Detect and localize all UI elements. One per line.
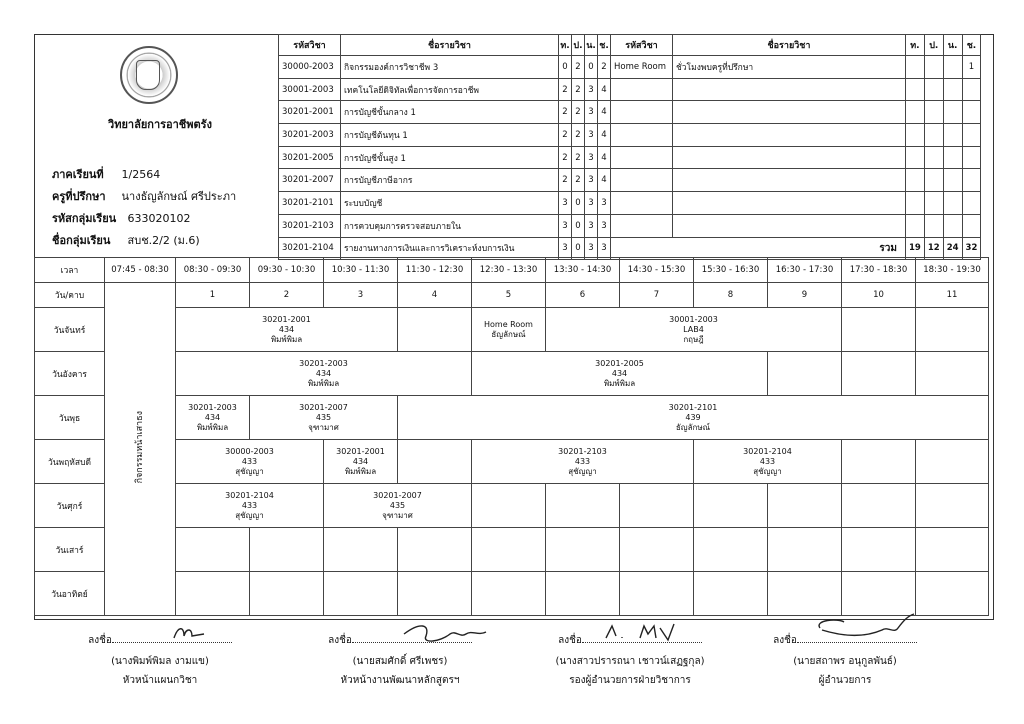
period-row: วัน/คาบ กิจกรรมหน้าเสาธง 1 2 3 4 5 6 7 8 9 10 11 <box>35 283 989 308</box>
day-label: วันอังคาร <box>35 352 105 396</box>
info-group-name: ชื่อกลุ่มเรียน สบช.2/2 (ม.6) <box>52 234 200 247</box>
subject-header-row <box>279 35 981 56</box>
time-label: เวลา <box>35 258 105 283</box>
college-seal-logo <box>120 46 178 104</box>
day-row-wednesday <box>35 396 989 440</box>
class-block: 30201-2007 435 จุฑามาศ <box>324 484 472 528</box>
col-n-header: น. <box>585 35 598 56</box>
info-advisor: ครูที่ปรึกษา นางธัญลักษณ์ ศรีประภา <box>52 190 237 203</box>
subject-row: 30201-2003 การบัญชีต้นทุน 1 2 2 3 4 <box>279 124 981 147</box>
class-block: 30001-2003 LAB4 กฤษฎี <box>546 308 842 352</box>
total-n: 24 <box>943 237 962 260</box>
subject-row: 30201-2007 การบัญชีภาษีอากร 2 2 3 4 <box>279 169 981 192</box>
subject-row: 30201-2103 การควบคุมการตรวจสอบภายใน 3 0 3 3 <box>279 214 981 237</box>
day-label: วันพุธ <box>35 396 105 440</box>
signature-block-dept-head: ลงชื่อ (นางพิมพ์พิมล งามแข) หัวหน้าแผนกวิชา <box>60 630 260 688</box>
total-label: รวม <box>611 237 906 260</box>
schedule-grid <box>34 257 989 616</box>
class-block: Home Room ธัญลักษณ์ <box>472 308 546 352</box>
day-row-monday <box>35 308 989 352</box>
col-p-header: ป. <box>572 35 585 56</box>
col-t-header: ท. <box>559 35 572 56</box>
col-h-header-2: ช. <box>962 35 981 56</box>
signature-block-curriculum-head: ลงชื่อ (นายสมศักดิ์ ศรีเพชร) หัวหน้างานพัฒนาหลักสูตรฯ <box>300 630 500 688</box>
class-block: 30201-2003 434 พิมพ์พิมล <box>176 396 250 440</box>
subject-row: 30000-2003 กิจกรรมองค์การวิชาชีพ 3 0 2 0 2 Home Room ชั่วโมงพบครูที่ปรึกษา 1 <box>279 56 981 79</box>
day-label: วันเสาร์ <box>35 528 105 572</box>
day-row-friday <box>35 484 989 528</box>
total-p: 12 <box>924 237 943 260</box>
day-row-tuesday <box>35 352 989 396</box>
subject-row: 30001-2003 เทคโนโลยีดิจิทัลเพื่อการจัดการอาชีพ 2 2 3 4 <box>279 78 981 101</box>
class-block: 30201-2103 433 สุชัญญา <box>472 440 694 484</box>
handwritten-signature-3 <box>600 620 680 646</box>
day-row-saturday <box>35 528 989 572</box>
col-code-header: รหัสวิชา <box>279 35 341 56</box>
handwritten-signature-1 <box>170 622 210 644</box>
class-block: 30201-2001 434 พิมพ์พิมล <box>324 440 398 484</box>
class-block: 30201-2003 434 พิมพ์พิมล <box>176 352 472 396</box>
handwritten-signature-2 <box>400 620 490 646</box>
class-block: 30201-2001 434 พิมพ์พิมล <box>176 308 398 352</box>
class-block: 30201-2005 434 พิมพ์พิมล <box>472 352 768 396</box>
subject-row: 30201-2101 ระบบบัญชี 3 0 3 3 <box>279 192 981 215</box>
info-group-code: รหัสกลุ่มเรียน 633020102 <box>52 212 191 225</box>
subject-table <box>278 34 981 260</box>
col-name-header-2: ชื่อรายวิชา <box>673 35 906 56</box>
subject-row: 30201-2104 รายงานทางการเงินและการวิเคราะห์งบการเงิน 3 0 3 3 รวม 19 12 24 32 <box>279 237 981 260</box>
morning-activity-cell: กิจกรรมหน้าเสาธง <box>105 283 176 616</box>
col-t-header-2: ท. <box>906 35 925 56</box>
time-row: เวลา 07:45 - 08:30 08:30 - 09:30 09:30 - 10:30 10:30 - 11:30 11:30 - 12:30 12:30 - 13:30 13:30 - 14:30 14:30 - 15:30 15:30 - 16:30 16:30 - 17:30 17:30 - 18:30 18:30 - 19:30 <box>35 258 989 283</box>
class-block: 30201-2104 433 สุชัญญา <box>176 484 324 528</box>
subject-row: 30201-2001 การบัญชีขั้นกลาง 1 2 2 3 4 <box>279 101 981 124</box>
class-block: 30201-2104 433 สุชัญญา <box>694 440 842 484</box>
signature-block-director: ลงชื่อ (นายสถาพร อนุกูลพันธ์) ผู้อำนวยการ <box>745 630 945 688</box>
day-label: วันพฤหัสบดี <box>35 440 105 484</box>
total-h: 32 <box>962 237 981 260</box>
col-code-header-2: รหัสวิชา <box>611 35 673 56</box>
subject-row: 30201-2005 การบัญชีขั้นสูง 1 2 2 3 4 <box>279 146 981 169</box>
day-row-sunday <box>35 572 989 616</box>
col-p-header-2: ป. <box>924 35 943 56</box>
signature-block-deputy-director: ลงชื่อ (นางสาวปรารถนา เชาวน์เสฏฐกุล) รองผู้อำนวยการฝ่ายวิชาการ <box>520 630 740 688</box>
handwritten-signature-4 <box>808 612 918 644</box>
day-label: วันอาทิตย์ <box>35 572 105 616</box>
col-n-header-2: น. <box>943 35 962 56</box>
class-block: 30201-2007 435 จุฑามาศ <box>250 396 398 440</box>
class-block: 30000-2003 433 สุชัญญา <box>176 440 324 484</box>
total-t: 19 <box>906 237 925 260</box>
col-name-header: ชื่อรายวิชา <box>341 35 559 56</box>
day-label: วันศุกร์ <box>35 484 105 528</box>
info-semester: ภาคเรียนที่ 1/2564 <box>52 168 161 181</box>
class-block: 30201-2101 439 ธัญลักษณ์ <box>398 396 989 440</box>
col-h-header: ช. <box>598 35 611 56</box>
day-row-thursday <box>35 440 989 484</box>
period-label: วัน/คาบ <box>35 283 105 308</box>
day-label: วันจันทร์ <box>35 308 105 352</box>
college-name: วิทยาลัยการอาชีพตรัง <box>108 118 212 131</box>
